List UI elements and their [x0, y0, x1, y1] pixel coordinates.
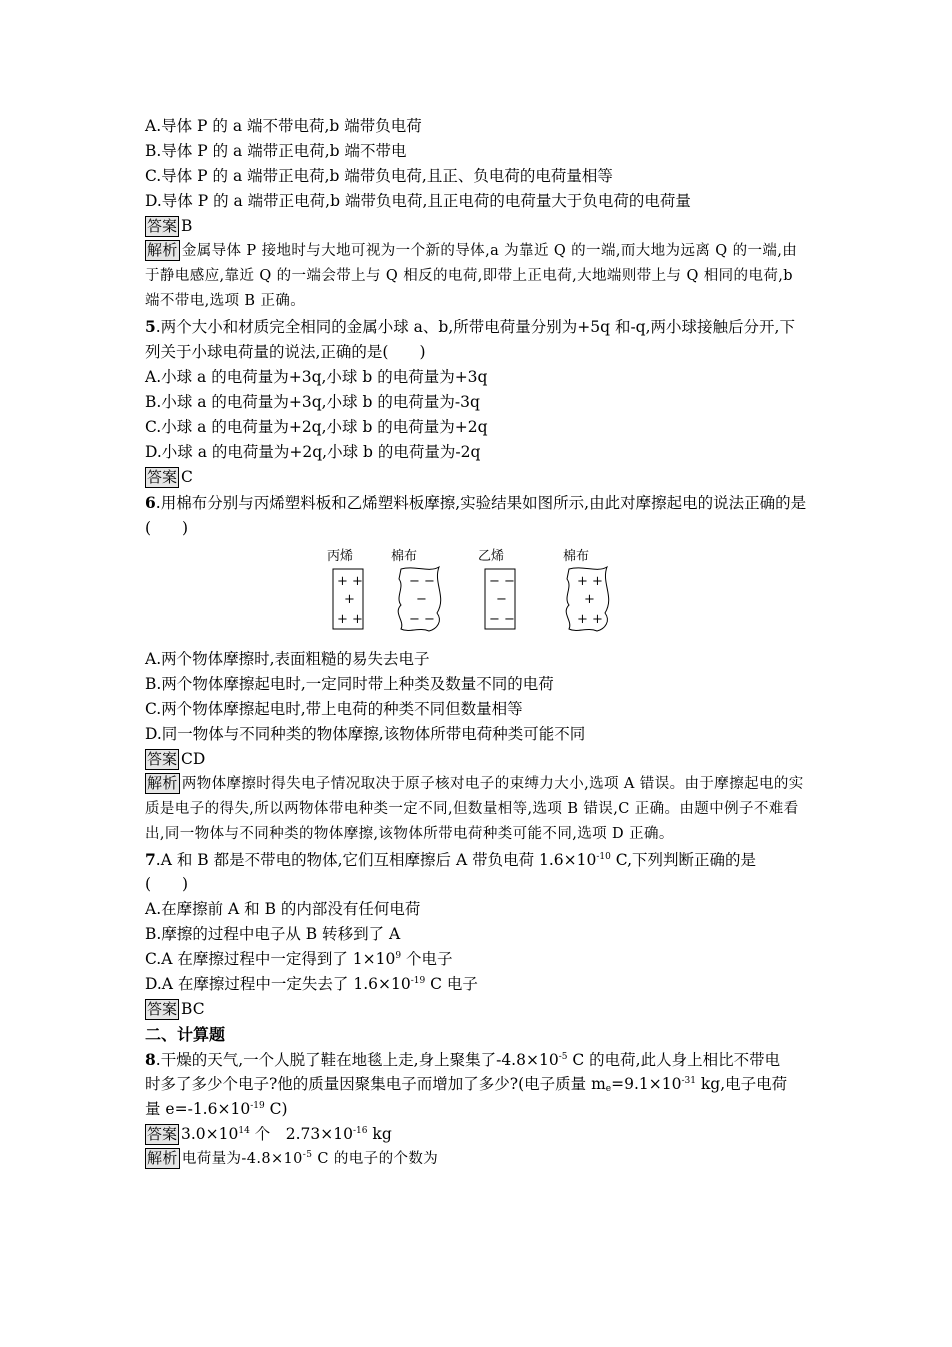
q6-stem: .用棉布分别与丙烯塑料板和乙烯塑料板摩擦,实验结果如图所示,由此对摩擦起电的说法正确的是( ) — [145, 494, 807, 537]
ethylene-charge-bottom: − − — [489, 612, 515, 627]
q6-analysis-block — [145, 772, 810, 847]
q7-option-b: B.摩擦的过程中电子从 B 转移到了 A — [145, 925, 401, 943]
answer-tag: 答案 — [147, 750, 178, 768]
q5-answer-line — [145, 465, 810, 490]
q4-answer-line — [145, 214, 810, 239]
q5-option-c: C.小球 a 的电荷量为+2q,小球 b 的电荷量为+2q — [145, 418, 488, 436]
q7-number: 7 — [145, 850, 156, 869]
cloth-2-charge-bottom: + + — [577, 612, 603, 627]
propylene-charge-top: + + — [337, 574, 363, 589]
q5-stem-block — [145, 314, 810, 365]
q7-option-d-exponent: -19 — [410, 976, 426, 986]
q8-line-3-tail: C) — [264, 1100, 288, 1118]
q7-option-d-text: D.A 在摩擦过程中一定失去了 1.6×10 — [145, 975, 411, 993]
q8-line-2-tail: kg,电子电荷 — [695, 1075, 788, 1093]
q4-option-c: C.导体 P 的 a 端带正电荷,b 端带负电荷,且正、负电荷的电荷量相等 — [145, 167, 613, 185]
q4-option-b: B.导体 P 的 a 端带正电荷,b 端不带电 — [145, 142, 407, 160]
q8-line-2-text: 时多了多少个电子?他的质量因聚集电子而增加了多少?(电子质量 m — [145, 1075, 606, 1093]
q4-option-d: D.导体 P 的 a 端带正电荷,b 端带负电荷,且正电荷的电荷量大于负电荷的电荷量 — [145, 192, 691, 210]
q6-option-a: A.两个物体摩擦时,表面粗糙的易失去电子 — [145, 650, 430, 668]
q8-line-1-tail: C 的电荷,此人身上相比不带电 — [567, 1051, 781, 1069]
q5-stem: .两个大小和材质完全相同的金属小球 a、b,所带电荷量分别为+5q 和-q,两小球接触后分开,下列关于小球电荷量的说法,正确的是( ) — [145, 318, 795, 361]
q6-option-d: D.同一物体与不同种类的物体摩擦,该物体所带电荷种类可能不同 — [145, 725, 586, 743]
q8-answer-text: 3.0×10 — [181, 1125, 239, 1143]
q8-answer-exponent-1: 14 — [238, 1126, 250, 1136]
cloth-1-charge-mid: − — [416, 592, 427, 607]
friction-diagram — [325, 547, 625, 639]
q8-line-1-exponent: -5 — [558, 1052, 568, 1062]
q6-stem-block — [145, 490, 810, 541]
q7-option-c-tail: 个电子 — [401, 950, 453, 968]
q6-analysis: 两物体摩擦时得失电子情况取决于原子核对电子的束缚力大小,选项 A 错误。由于摩擦起电的实质是电子的得失,所以两物体带电种类一定不同,但数量相等,选项 B 错误,C 正确。由题中例子不难看出,同一物体与不同种类的物体摩擦,该物体所带电荷种类可能不同,选项 D 正确。 — [145, 776, 804, 842]
answer-tag: 答案 — [147, 1125, 178, 1143]
q7-option-c — [145, 947, 810, 972]
q8-analysis-exponent: -5 — [302, 1150, 313, 1160]
analysis-tag: 解析 — [147, 774, 178, 792]
q8-line-2-exponent: -31 — [681, 1076, 696, 1086]
q5-option-b: B.小球 a 的电荷量为+3q,小球 b 的电荷量为-3q — [145, 393, 480, 411]
propylene-charge-mid: + — [344, 592, 355, 607]
answer-tag: 答案 — [147, 217, 178, 235]
q5-option-a: A.小球 a 的电荷量为+3q,小球 b 的电荷量为+3q — [145, 368, 488, 386]
q6-answer: CD — [181, 750, 206, 768]
q7-stem-text: .A 和 B 都是不带电的物体,它们互相摩擦后 A 带负电荷 1.6×10 — [155, 851, 597, 869]
q7-option-a: A.在摩擦前 A 和 B 的内部没有任何电荷 — [145, 900, 421, 918]
q5-answer: C — [181, 468, 193, 486]
q7-stem — [145, 847, 810, 872]
label-ethylene: 乙烯 — [478, 549, 505, 564]
friction-figure — [145, 547, 810, 639]
cloth-2-charge-mid: + — [584, 592, 595, 607]
q8-line-2-mid: =9.1×10 — [611, 1075, 682, 1093]
q7-answer: BC — [181, 1000, 205, 1018]
q5-number: 5 — [145, 317, 156, 336]
q8-number: 8 — [145, 1050, 156, 1069]
q8-analysis-tail: C 的电子的个数为 — [312, 1151, 439, 1167]
q8-analysis-text: 电荷量为-4.8×10 — [181, 1151, 303, 1167]
q8-answer-line — [145, 1122, 810, 1147]
propylene-charge-bottom: + + — [337, 612, 363, 627]
q8-line-3-exponent: -19 — [250, 1101, 265, 1111]
cloth-1-charge-bottom: − − — [409, 612, 435, 627]
q8-line-2 — [145, 1072, 810, 1097]
q7-option-c-text: C.A 在摩擦过程中一定得到了 1×10 — [145, 950, 396, 968]
q7-option-c-exponent: 9 — [395, 951, 402, 961]
q8-answer-tail: kg — [367, 1125, 392, 1143]
q7-stem-exponent: -10 — [596, 852, 611, 862]
ethylene-charge-mid: − — [496, 592, 507, 607]
q4-analysis: 金属导体 P 接地时与大地可视为一个新的导体,a 为靠近 Q 的一端,而大地为远离 Q 的一端,由于静电感应,靠近 Q 的一端会带上与 Q 相反的电荷,即带上正电荷,大地端则带上与 Q 相同的电荷,b 端不带电,选项 B 正确。 — [145, 243, 798, 309]
q8-analysis-line — [145, 1147, 810, 1172]
cloth-2-charge-top: + + — [577, 574, 603, 589]
section-heading: 二、计算题 — [145, 1025, 226, 1044]
label-propylene: 丙烯 — [327, 549, 354, 564]
q7-answer-line — [145, 997, 810, 1022]
q8-line-1 — [145, 1047, 810, 1072]
answer-tag: 答案 — [147, 1000, 178, 1018]
q8-answer-exponent-2: -16 — [353, 1126, 368, 1136]
label-cloth-2: 棉布 — [563, 549, 590, 564]
q6-number: 6 — [145, 493, 156, 512]
q6-option-c: C.两个物体摩擦起电时,带上电荷的种类不同但数量相等 — [145, 700, 523, 718]
q6-answer-line — [145, 747, 810, 772]
q4-option-a: A.导体 P 的 a 端不带电荷,b 端带负电荷 — [145, 117, 422, 135]
q7-option-d-tail: C 电子 — [425, 975, 478, 993]
q8-line-1-text: .干燥的天气,一个人脱了鞋在地毯上走,身上聚集了-4.8×10 — [155, 1051, 559, 1069]
q8-line-3-text: 量 e=-1.6×10 — [145, 1100, 251, 1118]
cloth-1-charge-top: − − — [409, 574, 435, 589]
analysis-tag: 解析 — [147, 1149, 178, 1167]
document-page — [145, 114, 810, 1172]
q8-line-2-subscript: e — [605, 1084, 612, 1094]
q7-stem-tail: C,下列判断正确的是 — [610, 851, 757, 869]
q8-answer-mid: 个 2.73×10 — [249, 1125, 353, 1143]
analysis-tag: 解析 — [147, 241, 178, 259]
q7-option-d — [145, 972, 810, 997]
q8-line-3 — [145, 1097, 810, 1122]
answer-tag: 答案 — [147, 468, 178, 486]
label-cloth-1: 棉布 — [391, 549, 418, 564]
q4-analysis-block — [145, 239, 810, 314]
q7-paren: ( ) — [145, 875, 189, 893]
q5-option-d: D.小球 a 的电荷量为+2q,小球 b 的电荷量为-2q — [145, 443, 481, 461]
ethylene-charge-top: − − — [489, 574, 515, 589]
q4-answer: B — [181, 217, 193, 235]
q6-option-b: B.两个物体摩擦起电时,一定同时带上种类及数量不同的电荷 — [145, 675, 554, 693]
